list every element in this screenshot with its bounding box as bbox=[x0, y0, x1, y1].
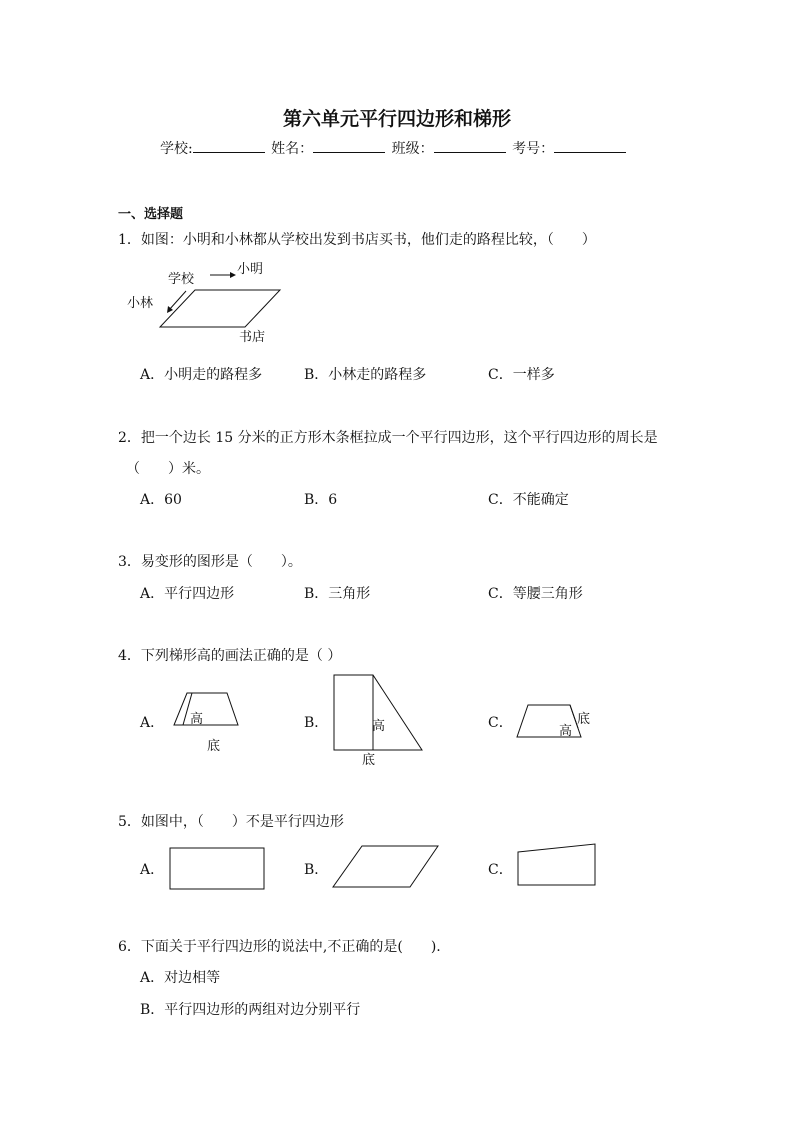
q3-option-a[interactable]: A．平行四边形 bbox=[140, 586, 235, 602]
q4-option-b[interactable]: B． bbox=[304, 715, 329, 731]
q1-label-xiaolin: 小林 bbox=[127, 296, 154, 311]
q5b-parallelogram bbox=[333, 846, 438, 887]
question-1-stem: 1．如图：小明和小林都从学校出发到书店买书，他们走的路程比较，（ ） bbox=[118, 232, 596, 248]
name-label: 姓名： bbox=[271, 141, 314, 157]
q6-option-a[interactable]: A．对边相等 bbox=[140, 970, 221, 986]
q5a-rectangle bbox=[170, 848, 264, 889]
q1-label-xiaoming: 小明 bbox=[237, 262, 264, 277]
q4-option-a[interactable]: A． bbox=[140, 715, 165, 731]
q4c-label-height: 高 bbox=[559, 724, 573, 739]
q4a-label-height: 高 bbox=[190, 712, 204, 727]
school-label: 学校: bbox=[160, 141, 193, 157]
question-2-stem-continued: （ ）米。 bbox=[126, 461, 210, 477]
q3-option-c[interactable]: C．等腰三角形 bbox=[488, 586, 583, 602]
q1-option-a[interactable]: A．小明走的路程多 bbox=[140, 367, 263, 383]
q4a-label-base: 底 bbox=[207, 739, 221, 754]
section-heading: 一、选择题 bbox=[118, 207, 184, 222]
q6-option-b[interactable]: B．平行四边形的两组对边分别平行 bbox=[140, 1002, 361, 1018]
q1-option-c[interactable]: C．一样多 bbox=[488, 367, 555, 383]
question-6-stem: 6．下面关于平行四边形的说法中,不正确的是( ). bbox=[118, 939, 441, 955]
q4c-label-base: 底 bbox=[577, 712, 591, 727]
q5c-quadrilateral bbox=[518, 844, 595, 885]
page-title: 第六单元平行四边形和梯形 bbox=[282, 108, 511, 130]
q5-option-c[interactable]: C． bbox=[488, 862, 513, 878]
question-4-stem: 4．下列梯形高的画法正确的是（ ） bbox=[118, 648, 342, 664]
q4b-label-base: 底 bbox=[362, 753, 376, 768]
q5-option-b[interactable]: B． bbox=[304, 862, 329, 878]
q1-label-school: 学校 bbox=[168, 272, 195, 287]
q1-option-b[interactable]: B．小林走的路程多 bbox=[304, 367, 427, 383]
q1-label-bookstore: 书店 bbox=[239, 330, 266, 345]
q4-option-c[interactable]: C． bbox=[488, 715, 513, 731]
class-label: 班级： bbox=[391, 141, 434, 157]
q2-option-c[interactable]: C．不能确定 bbox=[488, 492, 569, 508]
id-label: 考号： bbox=[512, 141, 555, 157]
q5-option-a[interactable]: A． bbox=[140, 862, 165, 878]
q3-option-b[interactable]: B．三角形 bbox=[304, 586, 371, 602]
q2-option-a[interactable]: A．60 bbox=[140, 492, 182, 508]
question-5-stem: 5．如图中，（ ）不是平行四边形 bbox=[118, 814, 344, 830]
q2-option-b[interactable]: B．6 bbox=[304, 492, 338, 508]
question-2-stem: 2．把一个边长 15 分米的正方形木条框拉成一个平行四边形，这个平行四边形的周长是 bbox=[118, 430, 658, 446]
q4b-label-height: 高 bbox=[372, 719, 386, 734]
question-3-stem: 3．易变形的图形是（ ）。 bbox=[118, 554, 302, 570]
